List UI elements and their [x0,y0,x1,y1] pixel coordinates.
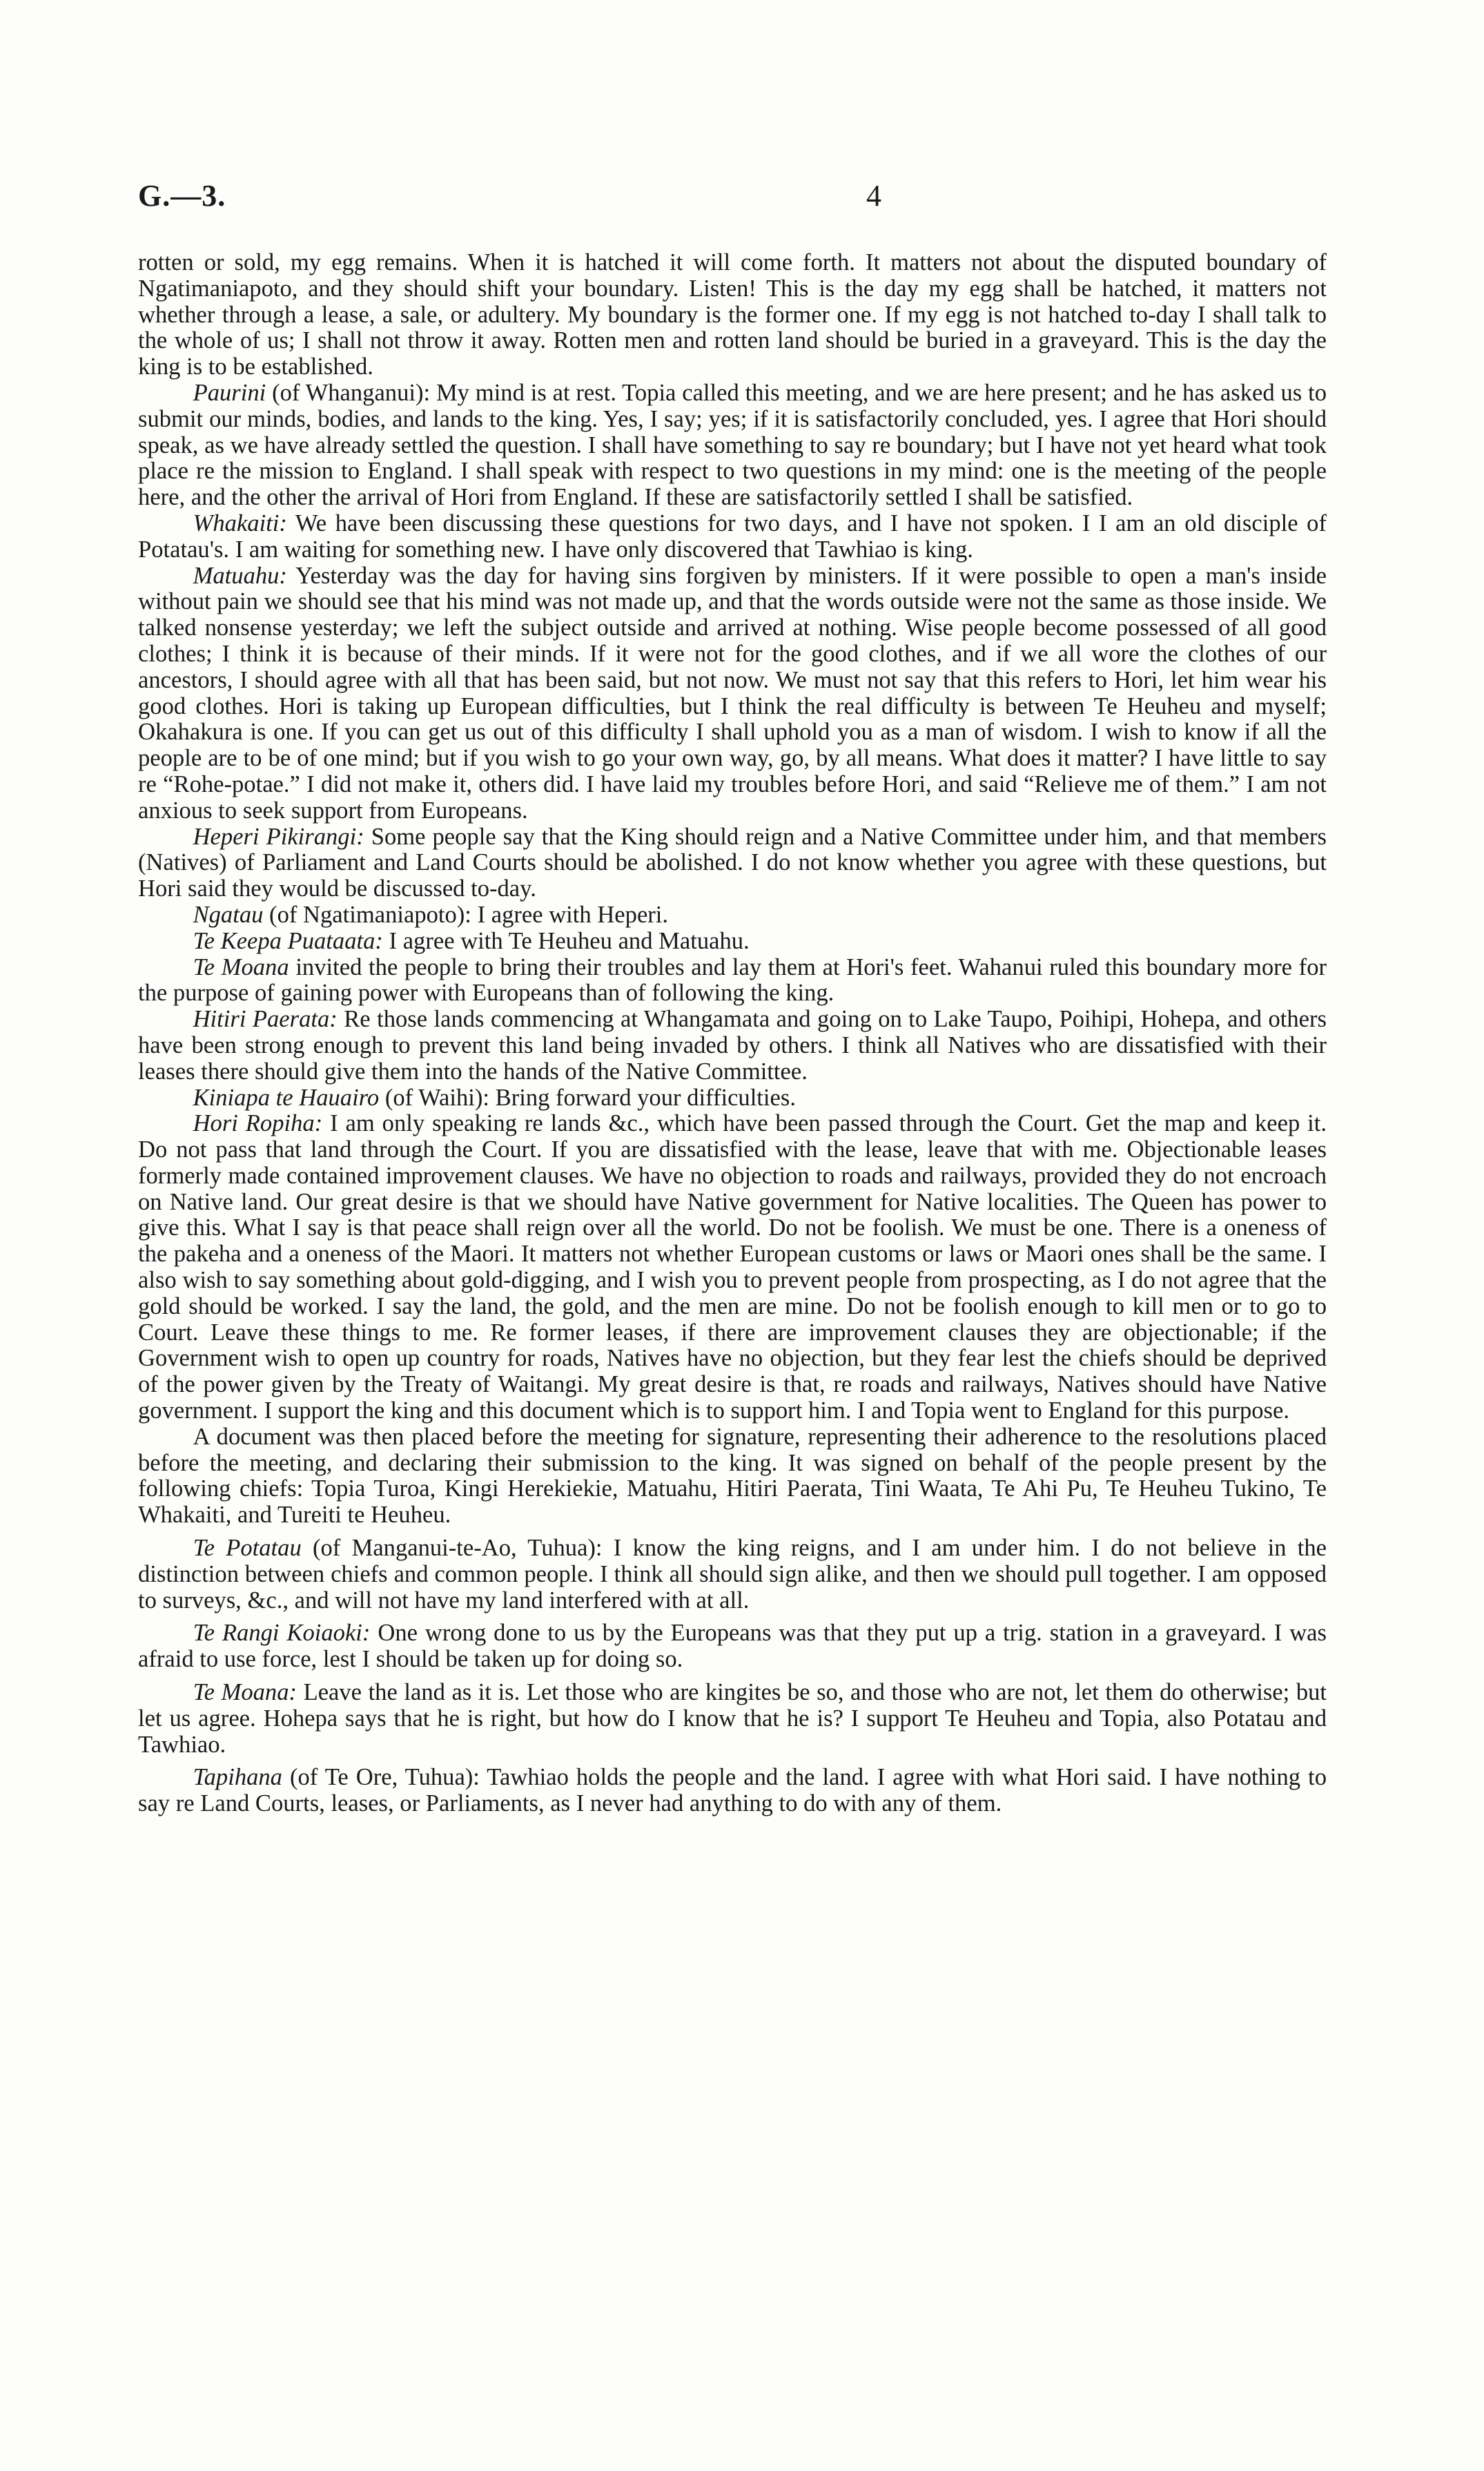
paragraph-text: invited the people to bring their troubles and lay them at Hori's feet. Wahanui ruled this boundary more for the purpose of gaining power with Europeans than of following the king. [138,953,1327,1007]
paragraph [138,824,1327,902]
paragraph-text: Re those lands commencing at Whangamata and going on to Lake Taupo, Poihipi, Hohepa, and others have been strong enough to prevent this land being invaded by others. I think all Natives who are dissatisfied with their leases there should give them into the hands of the Native Committee. [138,1006,1327,1085]
paragraph [138,1007,1327,1085]
speaker-name: Whakaiti: [193,510,287,536]
speaker-name: Tapihana [193,1764,282,1791]
paragraph [138,955,1327,1007]
speaker-name: Te Moana: [193,1679,297,1706]
paragraph-text: I agree with Te Heuheu and Matuahu. [382,927,750,954]
speaker-name: Hitiri Paerata: [193,1006,338,1033]
paragraph [138,1620,1327,1673]
paper-reference: G.—3. [138,179,226,213]
speaker-name: Te Keepa Puataata: [193,927,383,954]
paragraph-text: (of Ngatimaniapoto): I agree with Heperi. [263,901,669,928]
speaker-name: Te Potatau [193,1535,302,1562]
speaker-name: Ngatau [193,901,264,928]
paragraph [138,1765,1327,1817]
speaker-name: Te Rangi Koiaoki: [193,1620,371,1647]
speaker-name: Hori Ropiha: [193,1110,323,1137]
paragraph-text: (of Manganui-te-Ao, Tuhua): I know the king reigns, and I am under him. I do not believe in the distinction between chiefs and common people. I think all should sign alike, and then we should pull together. I am opposed to surveys, &c., and will not have my land interfered with at all. [138,1535,1327,1614]
speaker-name: Matuahu: [193,562,287,589]
paragraph-text: (of Whanganui): My mind is at rest. Topia called this meeting, and we are here present; and he has asked us to submit our minds, bodies, and lands to the king. Yes, I say; yes; if it is satisfactorily concluded, yes. I agree that Hori should speak, as we have already settled the question. I shall have something to say re boundary; but I have not yet heard what took place re the mission to England. I shall speak with respect to two questions in my mind: one is the meeting of the people here, and the other the arrival of Hori from England. If these are satisfactorily settled I shall be satisfied. [138,379,1327,511]
paragraph-text: One wrong done to us by the Europeans was that they put up a trig. station in a graveyard. I was afraid to use force, lest I should be taken up for doing so. [138,1620,1327,1673]
paragraph-text: Yesterday was the day for having sins forgiven by ministers. If it were possible to open a man's inside without pain we should see that his mind was not made up, and that the words outside were not the same as those inside. We talked nonsense yesterday; we left the subject outside and arrived at nothing. Wise people become possessed of all good clothes; I think it is because of their minds. If it were not for the good clothes, and if we all wore the clothes of our ancestors, I should agree with all that has been said, but not now. We must not say that this refers to Hori, let him wear his good clothes. Hori is taking up European difficulties, but I think the real difficulty is between Te Heuheu and myself; Okahakura is one. If you can get us out of this difficulty I shall uphold you as a man of wisdom. I wish to know if all the people are to be of one mind; but if you wish to go your own way, go, by all means. What does it matter? I have little to say re “Rohe-potae.” I did not make it, others did. I have laid my troubles before Hori, and said “Relieve me of them.” I am not anxious to seek support from Europeans. [138,562,1327,824]
paragraph [138,1085,1327,1112]
paragraph [138,1111,1327,1424]
paragraph [138,1424,1327,1529]
paragraph [138,250,1327,380]
speaker-name: Kiniapa te Hauairo [193,1084,380,1111]
speaker-name: Paurini [193,379,266,406]
paragraph [138,511,1327,563]
speaker-name: Heperi Pikirangi: [193,823,364,850]
paragraph-text: (of Te Ore, Tuhua): Tawhiao holds the people and the land. I agree with what Hori said. I have nothing to say re Land Courts, leases, or Parliaments, as I never had anything to do with any of them. [138,1764,1327,1817]
paragraph-text: I am only speaking re lands &c., which have been passed through the Court. Get the map and keep it. Do not pass that land through the Court. If you are dissatisfied with the lease, leave that with me. Objectionable leases formerly made contained improvement clauses. We have no objection to roads and railways, provided they do not encroach on Native land. Our great desire is that we should have Native government for Native localities. The Queen has power to give this. What I say is that peace shall reign over all the world. Do not be foolish. We must be one. There is a oneness of the pakeha and a oneness of the Maori. It matters not whether European customs or laws or Maori ones shall be the same. I also wish to say something about gold-digging, and I wish you to prevent people from prospecting, as I do not agree that the gold should be worked. I say the land, the gold, and the men are mine. Do not be foolish enough to kill men or to go to Court. Leave these things to me. Re former leases, if there are improvement clauses they are objectionable; if the Government wish to open up country for roads, Natives have no objection, but they fear lest the chiefs should be deprived of the power given by the Treaty of Waitangi. My great desire is that, re roads and railways, Natives should have Native government. I support the king and this document which is to support him. I and Topia went to England for this purpose. [138,1110,1327,1424]
paragraph-text: (of Waihi): Bring forward your difficulties. [379,1084,796,1111]
paragraph-text: A document was then placed before the meeting for signature, representing their adherence to the resolutions placed before the meeting, and declaring their submission to the king. It was signed on behalf of the people present by the following chiefs: Topia Turoa, Kingi Herekiekie, Matuahu, Hitiri Paerata, Tini Waata, Te Ahi Pu, Te Heuheu Tukino, Te Whakaiti, and Tureiti te Heuheu. [138,1423,1327,1529]
paragraph-text: rotten or sold, my egg remains. When it is hatched it will come forth. It matters not about the disputed boundary of Ngatimaniapoto, and they should shift your boundary. Listen! This is the day my egg shall be hatched, it matters not whether through a lease, a sale, or adultery. My boundary is the former one. If my egg is not hatched to-day I shall talk to the whole of us; I shall not throw it away. Rotten men and rotten land should be buried in a graveyard. This is the day the king is to be established. [138,249,1327,380]
paragraph [138,1535,1327,1614]
paragraph-text: We have been discussing these questions for two days, and I have not spoken. I I am an old disciple of Potatau's. I am waiting for something new. I have only discovered that Tawhiao is king. [138,510,1327,563]
paragraph-text: Leave the land as it is. Let those who are kingites be so, and those who are not, let them do otherwise; but let us agree. Hohepa says that he is right, but how do I know that he is? I support Te Heuheu and Topia, also Potatau and Tawhiao. [138,1679,1327,1758]
paragraph-text: Some people say that the King should reign and a Native Committee under him, and that members (Natives) of Parliament and Land Courts should be abolished. I do not know whether you agree with these questions, but Hori said they would be discussed to-day. [138,823,1327,902]
page-body [138,250,1327,1817]
paragraph [138,563,1327,824]
paragraph [138,929,1327,955]
speaker-name: Te Moana [193,953,289,980]
page-header [138,178,1346,220]
paragraph [138,380,1327,511]
paragraph [138,1680,1327,1758]
paragraph [138,902,1327,929]
page-number: 4 [866,179,881,213]
